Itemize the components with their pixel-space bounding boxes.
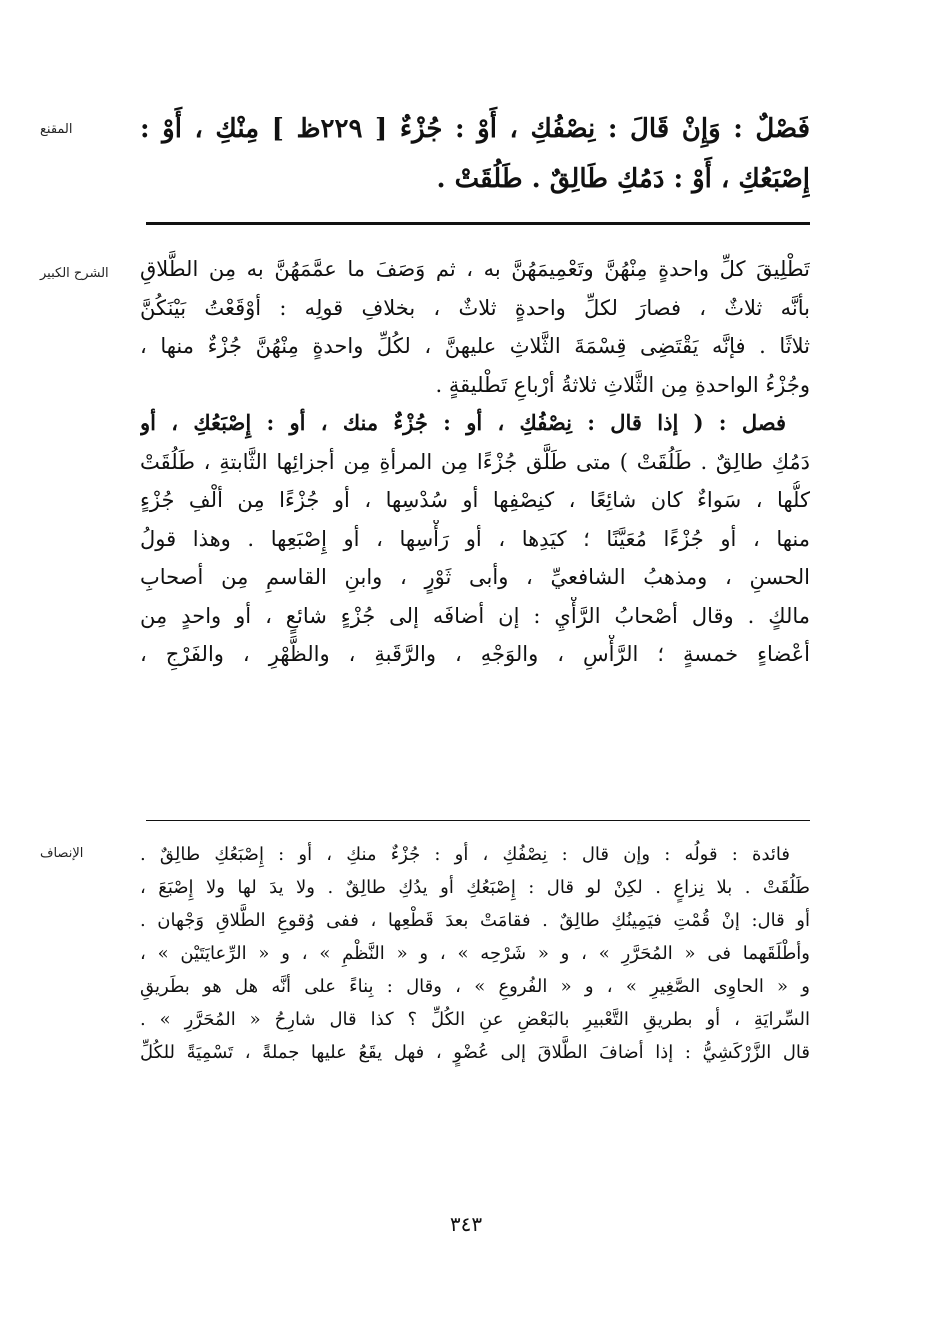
sharh-line: أعْضاءٍ خمسةٍ ؛ الرَّأْسِ ، والوَجْهِ ، والرَّقَبةِ ، والظَّهْرِ ، والفَرْجِ ،	[140, 642, 810, 666]
muqni-label: المقنع	[40, 122, 73, 137]
sharh-line: الحسنِ ، ومذهبُ الشافعيِّ ، وأبى ثَوْرٍ ، وابنِ القاسمِ مِن أصحابِ	[140, 565, 810, 589]
sharh-text	[140, 250, 810, 674]
divider-rule-thin	[146, 820, 810, 821]
sharh-line: بأنَّه ثلاثٌ ، فصارَ لكلِّ واحدةٍ ثلاثٌ ، بخلافِ قولِه : أوْقَعْتُ بَيْنَكُنَّ	[140, 295, 810, 320]
insaf-text	[140, 838, 810, 1069]
sharh-line: كلُّها ، سَواءٌ كان شائِعًا ، كنِصْفِها أو سُدْسِها ، أو جُزْءًا مِن ألْفِ جُزْءٍ	[140, 488, 810, 512]
sharh-line: دَمُكِ طالِقٌ . طَلُقَتْ ) متى طَلَّق جُزْءًا مِن المرأةِ مِن أجزائِها الثَّابتةِ ، طَلُقَتْ	[140, 449, 810, 474]
sharh-line: منها ، أو جُزْءًا مُعَيَّنًا ؛ كيَدِها ، أو رَأْسِها ، أو إِصْبَعِها . وهذا قولُ	[140, 526, 810, 551]
insaf-line: فائدة : قولُه : وإن قال : نِصْفُكِ ، أو : جُزْءٌ منكِ ، أو : إِصْبَعُكِ طالِقٌ .	[140, 844, 790, 865]
sharh-line: فصل : ( إذا قال : نِصْفُكِ ، أو : جُزْءٌ منك ، أو : إِصْبَعُكِ ، أو	[140, 410, 786, 435]
muqni-line: إِصْبَعُكِ ، أَوْ : دَمُكِ طَالِقٌ . طَلُقَتْ .	[436, 164, 810, 194]
muqni-text	[140, 104, 810, 204]
divider-rule-thick	[146, 222, 810, 225]
sharh-line: ثلاثًا . فإنَّه يَقْتَضِى قِسْمَةَ الثَّلاثِ عليهنَّ ، لكُلِّ واحدةٍ مِنْهُنَّ جُزْءٌ منها ،	[140, 334, 810, 358]
sharh-line: مالكٍ . وقال أصْحابُ الرَّأْيِ : إن أضافَه إلى جُزْءٍ شائعٍ ، أو واحدٍ مِن	[140, 603, 810, 628]
insaf-label: الإنصاف	[40, 846, 84, 861]
insaf-line: أو قال: إنْ قُمْتِ فيَمِينُكِ طالِقٌ . فقامَتْ بعدَ قَطْعِها ، ففى وُقوعِ الطَّلاقِ وَجْهان .	[140, 910, 810, 931]
insaf-line: وأطْلَقَهما فى « المُحَرَّرِ » ، و « شَرْحِه » ، و « النَّظْمِ » ، و « الرِّعايَتَيْن » ،	[140, 943, 810, 964]
sharh-label: الشرح الكبير	[40, 266, 109, 281]
insaf-line: و « الحاوِى الصَّغِيرِ » ، و « الفُروعِ » ، وقال : بِناءً على أنَّه هل هو بطَريقِ	[140, 976, 810, 997]
sharh-line: تَطْلِيقَ كلِّ واحدةٍ مِنْهُنَّ وتَعْمِيمَهُنَّ به ، ثم وَصَفَ ما عمَّمَهُنَّ به مِن الطَّلاقِ	[140, 257, 810, 281]
sharh-line: وجُزْءُ الواحدةِ مِن الثَّلاثِ ثلاثةُ أرْباعِ تَطْليقةٍ .	[435, 372, 810, 397]
page-number: ٣٤٣	[449, 1212, 483, 1236]
insaf-line: طَلُقَتْ . بلا نِزاعٍ . لكِنْ لو قال : إِصْبَعُكِ أو يدُكِ طالِقٌ . ولا يدَ لها ولا إِصْبَعَ ،	[140, 877, 810, 898]
insaf-line: قال الزَّرْكَشِيُّ : إذا أضافَ الطَّلاقَ إلى عُضْوٍ ، فهل يقَعُ عليها جملةً ، تَسْمِيَةً للكُلِّ	[140, 1042, 810, 1063]
insaf-line: السِّرايَةِ ، أو بطريقِ التَّعْبيرِ بالبَعْضِ عنِ الكُلِّ ؟ كذا قال شارِحُ « المُحَرَّرِ » .	[140, 1009, 810, 1030]
muqni-line: فَصْلٌ : وَإِنْ قَالَ : نِصْفُكِ ، أَوْ : جُزْءٌ [ ٢٢٩ظ ] مِنْكِ ، أَوْ :	[140, 114, 810, 144]
